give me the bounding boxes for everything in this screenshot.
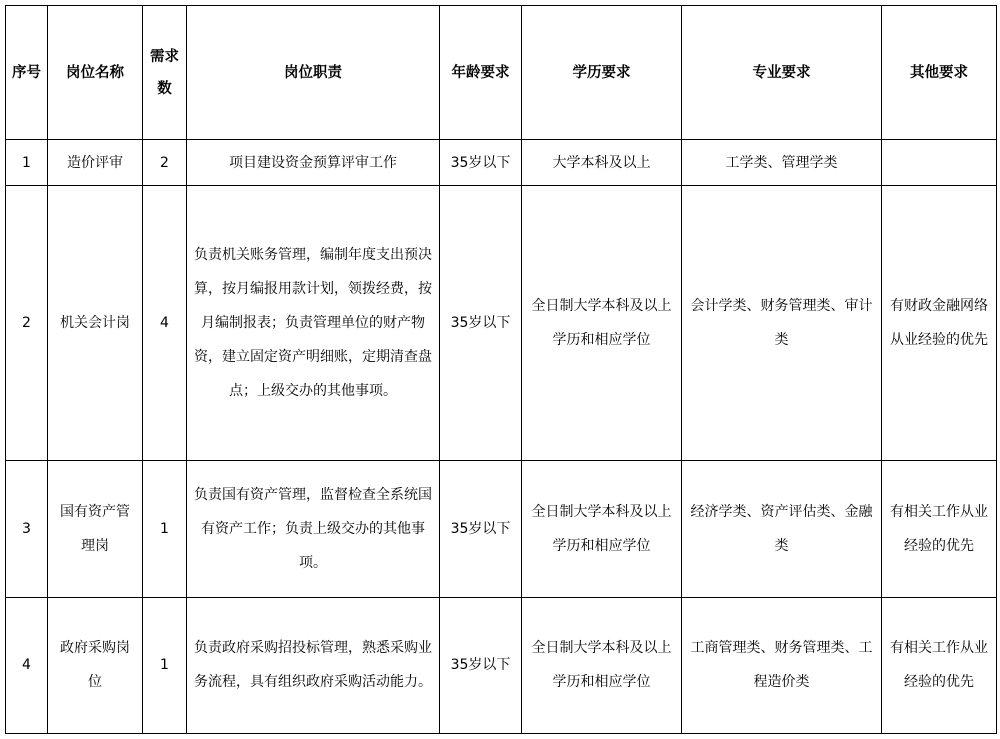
cell-seq: 4 [6,597,48,733]
job-requirements-table [5,5,997,734]
cell-age: 35岁以下 [440,186,522,461]
cell-major: 工学类、管理学类 [682,140,882,186]
cell-other [882,140,997,186]
cell-name: 政府采购岗位 [48,597,143,733]
cell-edu: 全日制大学本科及以上学历和相应学位 [522,186,682,461]
cell-age: 35岁以下 [440,461,522,597]
cell-count: 4 [143,186,187,461]
cell-seq: 2 [6,186,48,461]
header-other: 其他要求 [882,6,997,140]
cell-major: 工商管理类、财务管理类、工程造价类 [682,597,882,733]
cell-duty: 负责机关账务管理，编制年度支出预决算，按月编报用款计划，领拨经费，按月编制报表；负责管理单位的财产物资，建立固定资产明细账，定期清查盘点；上级交办的其他事项。 [187,186,440,461]
cell-name: 机关会计岗 [48,186,143,461]
cell-name: 国有资产管理岗 [48,461,143,597]
header-duty: 岗位职责 [187,6,440,140]
cell-edu: 大学本科及以上 [522,140,682,186]
header-count: 需求数 [143,6,187,140]
table-row [6,186,997,461]
table-row [6,461,997,597]
cell-age: 35岁以下 [440,597,522,733]
cell-edu: 全日制大学本科及以上学历和相应学位 [522,597,682,733]
header-row [6,6,997,140]
cell-major: 经济学类、资产评估类、金融类 [682,461,882,597]
table-row [6,140,997,186]
cell-age: 35岁以下 [440,140,522,186]
cell-edu: 全日制大学本科及以上学历和相应学位 [522,461,682,597]
cell-count: 1 [143,461,187,597]
cell-duty: 负责政府采购招投标管理，熟悉采购业务流程，具有组织政府采购活动能力。 [187,597,440,733]
cell-major: 会计学类、财务管理类、审计类 [682,186,882,461]
cell-other: 有相关工作从业经验的优先 [882,461,997,597]
header-age: 年龄要求 [440,6,522,140]
cell-duty: 项目建设资金预算评审工作 [187,140,440,186]
cell-other: 有财政金融网络从业经验的优先 [882,186,997,461]
header-major: 专业要求 [682,6,882,140]
cell-name: 造价评审 [48,140,143,186]
cell-seq: 1 [6,140,48,186]
header-edu: 学历要求 [522,6,682,140]
header-seq: 序号 [6,6,48,140]
cell-seq: 3 [6,461,48,597]
cell-count: 2 [143,140,187,186]
cell-other: 有相关工作从业经验的优先 [882,597,997,733]
cell-duty: 负责国有资产管理，监督检查全系统国有资产工作；负责上级交办的其他事项。 [187,461,440,597]
cell-count: 1 [143,597,187,733]
header-name: 岗位名称 [48,6,143,140]
table-row [6,597,997,733]
